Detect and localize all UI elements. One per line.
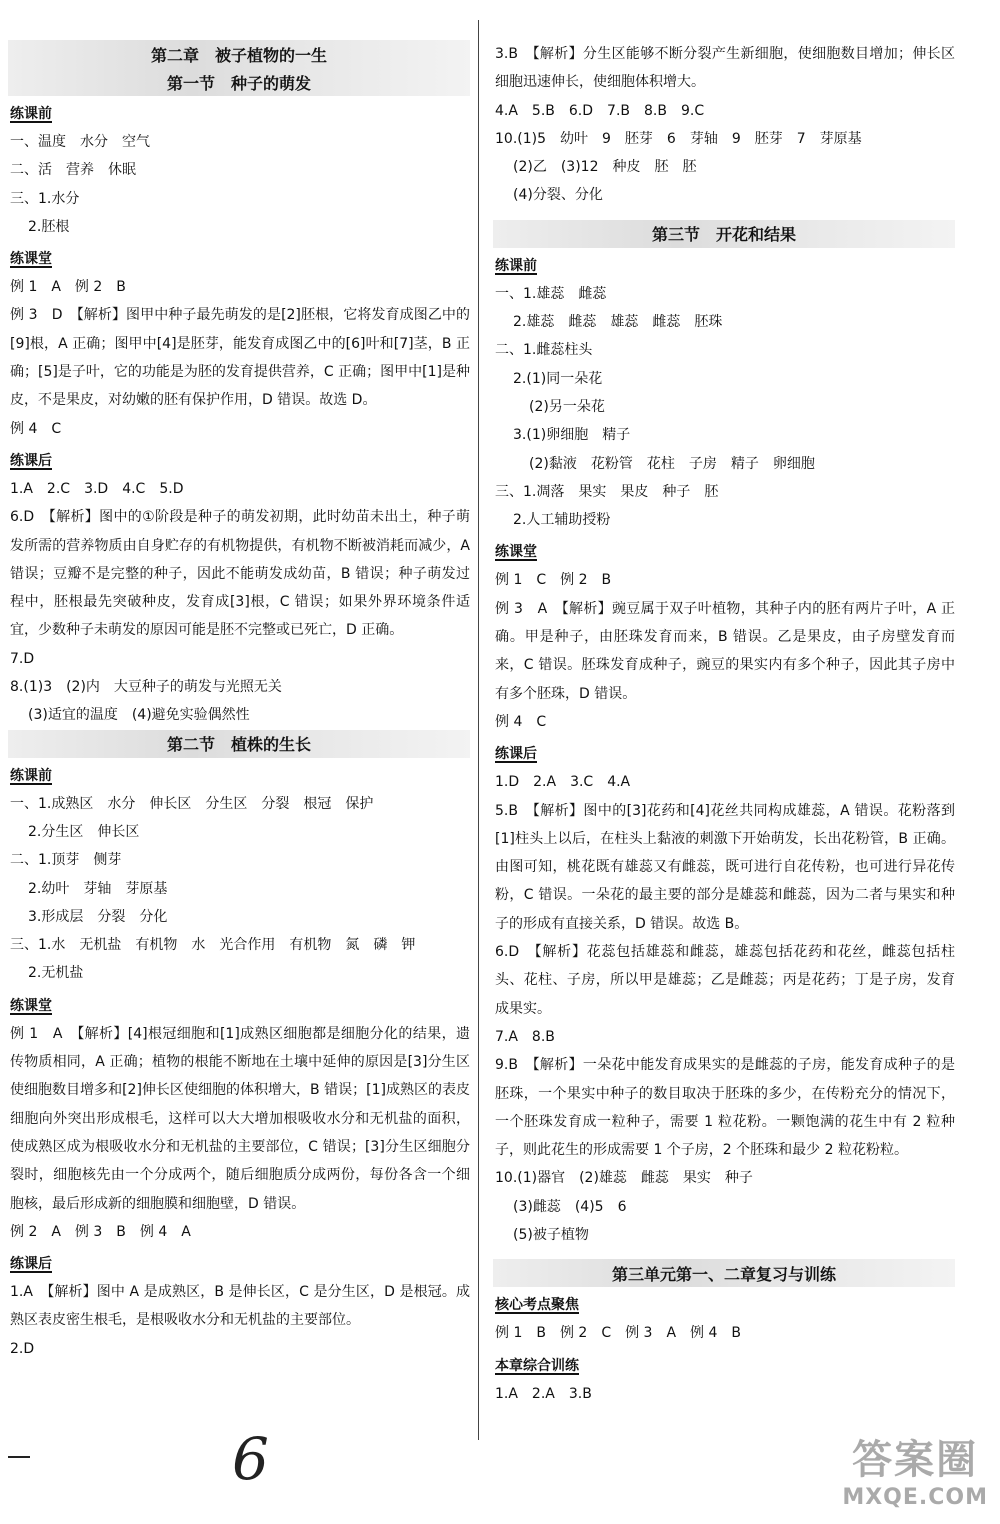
right-column: [493, 40, 955, 1408]
answer-explanation: 1.A 【解析】图中 A 是成熟区，B 是伸长区，C 是分生区，D 是根冠。成熟区表皮密生根毛，是根吸收水分和无机盐的主要部位。: [10, 1284, 470, 1329]
subsection-label: 练课后: [10, 1256, 52, 1273]
answer-explanation: 例 3 A 【解析】豌豆属于双子叶植物，其种子内的胚有两片子叶，A 正确。甲是种子，由胚珠发育而来，B 错误。乙是果皮，由子房壁发育而来，C 错误。胚珠发育成种子，豌豆的果实内有多个种子，因此其子房中有多个胚珠，D 错误。: [495, 600, 955, 702]
answer-line: 10.(1)5 幼叶 9 胚芽 6 芽轴 9 胚芽 7 芽原基: [495, 130, 862, 147]
answer-explanation: 9.B 【解析】一朵花中能发育成果实的是雌蕊的子房，能发育成种子的是胚珠，一个果实中种子的数目取决于胚珠的多少，在传粉充分的情况下，一个胚珠发育成一粒种子，需要 1 粒花粉。一颗饱满的花生中有 2 粒种子，则此花生的形成需要 1 个子房，2 个胚珠和最少 2 粒花粉粒。: [495, 1057, 955, 1159]
answer-line: 一、温度 水分 空气: [10, 134, 150, 150]
answer-line: 3.形成层 分裂 分化: [28, 908, 168, 925]
subsection-label: 本章综合训练: [495, 1357, 579, 1374]
answer-line: 1.A 2.C 3.D 4.C 5.D: [10, 480, 184, 497]
subsection-label: 练课前: [10, 106, 52, 122]
answer-line: 2.(1)同一朵花: [513, 370, 603, 387]
answer-line: 4.A 5.B 6.D 7.B 8.B 9.C: [495, 102, 705, 119]
answer-line: 8.(1)3 (2)内 大豆种子的萌发与光照无关: [10, 679, 282, 696]
answer-line: 例 1 A 例 2 B: [10, 279, 126, 296]
answer-line: 1.D 2.A 3.C 4.A: [495, 774, 631, 791]
answer-explanation: 6.D 【解析】花蕊包括雄蕊和雌蕊，雄蕊包括花药和花丝，雌蕊包括柱头、花柱、子房，所以甲是雄蕊；乙是雌蕊；丙是花药；丁是子房，发育成果实。: [495, 944, 955, 1017]
answer-line: 10.(1)器官 (2)雄蕊 雌蕊 果实 种子: [495, 1170, 753, 1187]
answer-line: (2)黏液 花粉管 花柱 子房 精子 卵细胞: [529, 455, 815, 472]
subsection-label: 练课后: [10, 452, 52, 469]
section-title: 第三单元第一、二章复习与训练: [493, 1259, 955, 1287]
watermark: [842, 1428, 988, 1510]
answer-explanation: 5.B 【解析】图中的[3]花药和[4]花丝共同构成雄蕊，A 错误。花粉落到[1]柱头上以后，在柱头上黏液的刺激下开始萌发，长出花粉管，B 正确。由图可知，桃花既有雄蕊又有雌蕊，既可进行自花传粉，也可进行异花传粉，C 错误。一朵花的最主要的部分是雄蕊和雌蕊，因为二者与果实和种子的形成有直接关系，D 错误。故选 B。: [495, 802, 955, 932]
answer-line: 三、1.凋落 果实 果皮 种子 胚: [495, 483, 719, 500]
footer-rule: [8, 1456, 30, 1458]
section-title: 第二节 植株的生长: [8, 730, 470, 758]
answer-line: 三、1.水 无机盐 有机物 水 光合作用 有机物 氮 磷 钾: [10, 937, 416, 954]
answer-line: 2.雄蕊 雌蕊 雄蕊 雌蕊 胚珠: [513, 314, 723, 331]
answer-explanation: 例 1 A 【解析】[4]根冠细胞和[1]成熟区细胞都是细胞分化的结果，遗传物质相同，A 正确；植物的根能不断地在土壤中延伸的原因是[3]分生区使细胞数目增多和[2]伸长区使细胞的体积增大，B 错误；[1]成熟区的表皮细胞向外突出形成根毛，这样可以大大增加根吸收水分和无机盐的面积，使成熟区成为根吸收水分和无机盐的主要部位，C 错误；[3]分生区细胞分裂时，细胞核先由一个分成两个，随后细胞质分成两份，每份各含一个细胞核，最后形成新的细胞膜和细胞壁，D 错误。: [10, 1025, 470, 1212]
answer-line: 2.D: [10, 1340, 35, 1357]
subsection-label: 练课堂: [10, 251, 52, 268]
answer-line: 二、1.顶芽 侧芽: [10, 852, 122, 869]
subsection-label: 练课堂: [495, 544, 537, 561]
answer-line: 二、1.雌蕊柱头: [495, 342, 593, 359]
answer-line: 一、1.成熟区 水分 伸长区 分生区 分裂 根冠 保护: [10, 795, 374, 812]
answer-line: 3.(1)卵细胞 精子: [513, 427, 631, 444]
subsection-label: 练课后: [495, 746, 537, 763]
chapter-title: 第二章 被子植物的一生: [8, 40, 470, 68]
answer-line: (5)被子植物: [513, 1226, 589, 1243]
answer-explanation: 例 3 D 【解析】图甲中种子最先萌发的是[2]胚根，它将发育成图乙中的[9]根，A 正确；图甲中[4]是胚芽，能发育成图乙中的[6]叶和[7]茎，B 正确；[5]是子叶，它的功能是为胚的发育提供营养，C 正确；图甲中[1]是种皮，不是果皮，对幼嫩的胚有保护作用，D 错误。故选 D。: [10, 307, 470, 409]
answer-line: 2.胚根: [28, 218, 70, 235]
subsection-label: 练课前: [495, 257, 537, 274]
answer-line: 例 4 C: [495, 713, 547, 730]
answer-line: 例 1 C 例 2 B: [495, 572, 612, 589]
answer-line: (3)雌蕊 (4)5 6: [513, 1198, 627, 1215]
answer-line: (4)分裂、分化: [513, 187, 603, 204]
answer-explanation: 6.D 【解析】图中的①阶段是种子的萌发初期，此时幼苗未出土，种子萌发所需的营养物质由自身贮存的有机物提供，有机物不断被消耗而减少，A 错误；豆瓣不是完整的种子，因此不能萌发成幼苗，B 错误；种子萌发过程中，胚根最先突破种皮，发育成[3]根，C 错误；如果外界环境条件适宜，少数种子未萌发的原因可能是胚不完整或已死亡，D 正确。: [10, 509, 470, 639]
answer-line: (2)另一朵花: [529, 398, 605, 415]
watermark-url: MXQE.COM: [842, 1485, 988, 1510]
column-divider: [478, 20, 479, 1440]
section-title: 第三节 开花和结果: [493, 220, 955, 248]
subsection-label: 练课堂: [10, 997, 52, 1014]
answer-line: 2.人工辅助授粉: [513, 512, 611, 529]
answer-line: 例 2 A 例 3 B 例 4 A: [10, 1223, 191, 1240]
answer-line: 一、1.雄蕊 雌蕊: [495, 285, 607, 302]
answer-line: 7.A 8.B: [495, 1028, 555, 1045]
answer-line: 例 1 B 例 2 C 例 3 A 例 4 B: [495, 1325, 741, 1342]
answer-line: 三、1.水分: [10, 190, 80, 207]
answer-line: 2.无机盐: [28, 965, 84, 982]
answer-line: 1.A 2.A 3.B: [495, 1385, 592, 1402]
answer-explanation: 3.B 【解析】分生区能够不断分裂产生新细胞，使细胞数目增加；伸长区细胞迅速伸长，使细胞体积增大。: [495, 46, 955, 91]
answer-line: 2.分生区 伸长区: [28, 823, 140, 840]
watermark-logo: 答案圈: [852, 1437, 979, 1483]
answer-line: (2)乙 (3)12 种皮 胚 胚: [513, 159, 697, 176]
left-column: [8, 40, 470, 1363]
answer-line: 2.幼叶 芽轴 芽原基: [28, 880, 168, 897]
answer-line: 7.D: [10, 650, 35, 667]
answer-line: 例 4 C: [10, 420, 62, 437]
page-number: 6: [232, 1425, 269, 1493]
answer-line: (3)适宜的温度 (4)避免实验偶然性: [28, 707, 250, 724]
subsection-label: 核心考点聚焦: [495, 1297, 579, 1314]
answer-line: 二、活 营养 休眠: [10, 162, 136, 179]
subsection-label: 练课前: [10, 767, 52, 784]
section-title: 第一节 种子的萌发: [8, 68, 470, 96]
